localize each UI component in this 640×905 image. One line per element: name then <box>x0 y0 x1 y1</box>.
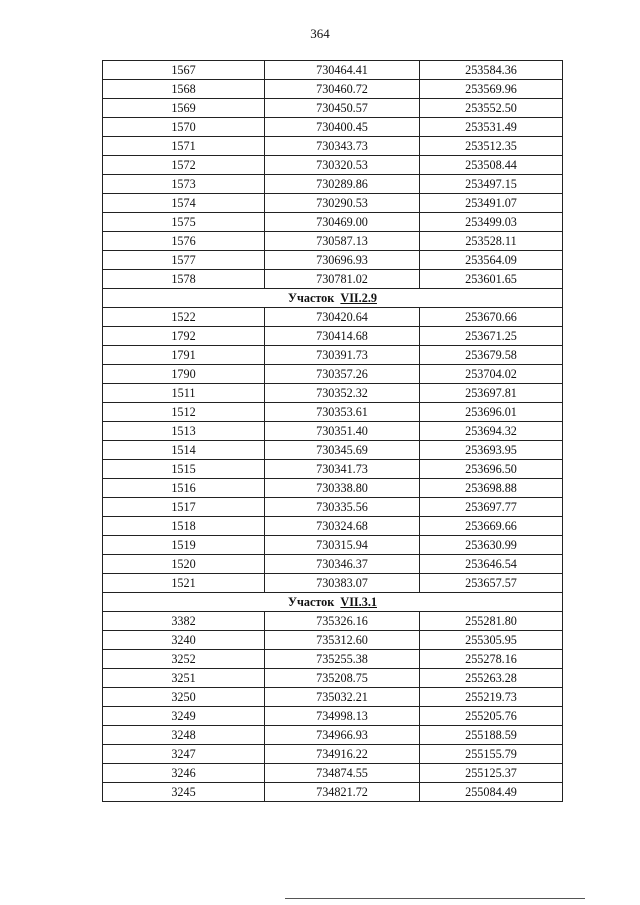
y-coordinate-cell: 253552.50 <box>420 99 563 118</box>
y-coordinate-cell: 255125.37 <box>420 764 563 783</box>
x-coordinate-cell: 730391.73 <box>265 346 420 365</box>
x-coordinate-cell: 730351.40 <box>265 422 420 441</box>
y-coordinate-cell: 253499.03 <box>420 213 563 232</box>
table-row <box>103 764 563 783</box>
point-number-cell: 1568 <box>103 80 265 99</box>
table-row <box>103 783 563 802</box>
x-coordinate-cell: 730420.64 <box>265 308 420 327</box>
y-coordinate-cell: 253698.88 <box>420 479 563 498</box>
y-coordinate-cell: 253564.09 <box>420 251 563 270</box>
table-row <box>103 118 563 137</box>
x-coordinate-cell: 730469.00 <box>265 213 420 232</box>
point-number-cell: 3252 <box>103 650 265 669</box>
point-number-cell: 1511 <box>103 384 265 403</box>
table-row <box>103 479 563 498</box>
x-coordinate-cell: 730460.72 <box>265 80 420 99</box>
table-row <box>103 517 563 536</box>
x-coordinate-cell: 734821.72 <box>265 783 420 802</box>
table-row <box>103 422 563 441</box>
y-coordinate-cell: 253569.96 <box>420 80 563 99</box>
point-number-cell: 3240 <box>103 631 265 650</box>
section-prefix: Участок <box>288 291 335 305</box>
y-coordinate-cell: 253531.49 <box>420 118 563 137</box>
table-row <box>103 574 563 593</box>
y-coordinate-cell: 253696.50 <box>420 460 563 479</box>
section-code: VII.3.1 <box>340 595 377 609</box>
x-coordinate-cell: 730352.32 <box>265 384 420 403</box>
x-coordinate-cell: 730450.57 <box>265 99 420 118</box>
point-number-cell: 1518 <box>103 517 265 536</box>
section-header-row <box>103 593 563 612</box>
table-row <box>103 536 563 555</box>
point-number-cell: 3251 <box>103 669 265 688</box>
point-number-cell: 3248 <box>103 726 265 745</box>
section-header-row <box>103 289 563 308</box>
y-coordinate-cell: 253584.36 <box>420 61 563 80</box>
point-number-cell: 3382 <box>103 612 265 631</box>
x-coordinate-cell: 735312.60 <box>265 631 420 650</box>
table-row <box>103 745 563 764</box>
y-coordinate-cell: 253646.54 <box>420 555 563 574</box>
y-coordinate-cell: 255084.49 <box>420 783 563 802</box>
point-number-cell: 1572 <box>103 156 265 175</box>
point-number-cell: 1512 <box>103 403 265 422</box>
table-row <box>103 631 563 650</box>
point-number-cell: 1567 <box>103 61 265 80</box>
x-coordinate-cell: 730320.53 <box>265 156 420 175</box>
x-coordinate-cell: 730335.56 <box>265 498 420 517</box>
table-row <box>103 251 563 270</box>
y-coordinate-cell: 255263.28 <box>420 669 563 688</box>
point-number-cell: 1569 <box>103 99 265 118</box>
x-coordinate-cell: 730346.37 <box>265 555 420 574</box>
point-number-cell: 1513 <box>103 422 265 441</box>
y-coordinate-cell: 253670.66 <box>420 308 563 327</box>
x-coordinate-cell: 730343.73 <box>265 137 420 156</box>
x-coordinate-cell: 730345.69 <box>265 441 420 460</box>
x-coordinate-cell: 730289.86 <box>265 175 420 194</box>
table-row <box>103 726 563 745</box>
x-coordinate-cell: 730781.02 <box>265 270 420 289</box>
x-coordinate-cell: 734916.22 <box>265 745 420 764</box>
y-coordinate-cell: 253512.35 <box>420 137 563 156</box>
table-row <box>103 498 563 517</box>
table-row <box>103 365 563 384</box>
point-number-cell: 3250 <box>103 688 265 707</box>
point-number-cell: 1515 <box>103 460 265 479</box>
x-coordinate-cell: 730383.07 <box>265 574 420 593</box>
y-coordinate-cell: 253697.81 <box>420 384 563 403</box>
y-coordinate-cell: 253694.32 <box>420 422 563 441</box>
table-row <box>103 194 563 213</box>
x-coordinate-cell: 730357.26 <box>265 365 420 384</box>
y-coordinate-cell: 255205.76 <box>420 707 563 726</box>
x-coordinate-cell: 734966.93 <box>265 726 420 745</box>
page-number: 364 <box>310 26 330 41</box>
point-number-cell: 1514 <box>103 441 265 460</box>
table-row <box>103 175 563 194</box>
x-coordinate-cell: 730464.41 <box>265 61 420 80</box>
point-number-cell: 1520 <box>103 555 265 574</box>
x-coordinate-cell: 730353.61 <box>265 403 420 422</box>
point-number-cell: 1517 <box>103 498 265 517</box>
x-coordinate-cell: 730341.73 <box>265 460 420 479</box>
table-row <box>103 327 563 346</box>
x-coordinate-cell: 730414.68 <box>265 327 420 346</box>
y-coordinate-cell: 253697.77 <box>420 498 563 517</box>
y-coordinate-cell: 253528.11 <box>420 232 563 251</box>
y-coordinate-cell: 253508.44 <box>420 156 563 175</box>
table-row <box>103 137 563 156</box>
point-number-cell: 1570 <box>103 118 265 137</box>
table-row <box>103 669 563 688</box>
section-header-cell <box>103 593 563 612</box>
point-number-cell: 1790 <box>103 365 265 384</box>
point-number-cell: 1575 <box>103 213 265 232</box>
page-bottom-rule <box>285 898 585 899</box>
table-row <box>103 650 563 669</box>
point-number-cell: 1576 <box>103 232 265 251</box>
point-number-cell: 1578 <box>103 270 265 289</box>
table-row <box>103 270 563 289</box>
y-coordinate-cell: 255219.73 <box>420 688 563 707</box>
point-number-cell: 1573 <box>103 175 265 194</box>
table-row <box>103 384 563 403</box>
x-coordinate-cell: 735032.21 <box>265 688 420 707</box>
table-row <box>103 156 563 175</box>
table-row <box>103 308 563 327</box>
table-row <box>103 707 563 726</box>
point-number-cell: 1792 <box>103 327 265 346</box>
y-coordinate-cell: 253630.99 <box>420 536 563 555</box>
y-coordinate-cell: 253679.58 <box>420 346 563 365</box>
coordinates-table <box>102 60 563 802</box>
table-row <box>103 403 563 422</box>
table-row <box>103 612 563 631</box>
point-number-cell: 1574 <box>103 194 265 213</box>
x-coordinate-cell: 730696.93 <box>265 251 420 270</box>
coordinates-table-container <box>102 60 562 802</box>
x-coordinate-cell: 730315.94 <box>265 536 420 555</box>
point-number-cell: 3245 <box>103 783 265 802</box>
table-row <box>103 346 563 365</box>
y-coordinate-cell: 253696.01 <box>420 403 563 422</box>
y-coordinate-cell: 253693.95 <box>420 441 563 460</box>
table-row <box>103 232 563 251</box>
y-coordinate-cell: 253671.25 <box>420 327 563 346</box>
point-number-cell: 1521 <box>103 574 265 593</box>
y-coordinate-cell: 255305.95 <box>420 631 563 650</box>
point-number-cell: 3246 <box>103 764 265 783</box>
table-row <box>103 688 563 707</box>
x-coordinate-cell: 735255.38 <box>265 650 420 669</box>
point-number-cell: 1519 <box>103 536 265 555</box>
y-coordinate-cell: 253669.66 <box>420 517 563 536</box>
y-coordinate-cell: 253497.15 <box>420 175 563 194</box>
table-row <box>103 555 563 574</box>
x-coordinate-cell: 730324.68 <box>265 517 420 536</box>
y-coordinate-cell: 255278.16 <box>420 650 563 669</box>
point-number-cell: 1791 <box>103 346 265 365</box>
x-coordinate-cell: 734998.13 <box>265 707 420 726</box>
y-coordinate-cell: 255155.79 <box>420 745 563 764</box>
section-header-cell <box>103 289 563 308</box>
point-number-cell: 3247 <box>103 745 265 764</box>
x-coordinate-cell: 734874.55 <box>265 764 420 783</box>
x-coordinate-cell: 735326.16 <box>265 612 420 631</box>
x-coordinate-cell: 730400.45 <box>265 118 420 137</box>
y-coordinate-cell: 255188.59 <box>420 726 563 745</box>
section-prefix: Участок <box>288 595 335 609</box>
y-coordinate-cell: 253601.65 <box>420 270 563 289</box>
point-number-cell: 1516 <box>103 479 265 498</box>
point-number-cell: 1571 <box>103 137 265 156</box>
x-coordinate-cell: 735208.75 <box>265 669 420 688</box>
table-row <box>103 61 563 80</box>
table-row <box>103 80 563 99</box>
coordinates-table-body <box>103 61 563 802</box>
table-row <box>103 213 563 232</box>
x-coordinate-cell: 730290.53 <box>265 194 420 213</box>
y-coordinate-cell: 255281.80 <box>420 612 563 631</box>
table-row <box>103 99 563 118</box>
point-number-cell: 1522 <box>103 308 265 327</box>
point-number-cell: 3249 <box>103 707 265 726</box>
x-coordinate-cell: 730338.80 <box>265 479 420 498</box>
point-number-cell: 1577 <box>103 251 265 270</box>
x-coordinate-cell: 730587.13 <box>265 232 420 251</box>
table-row <box>103 441 563 460</box>
y-coordinate-cell: 253704.02 <box>420 365 563 384</box>
table-row <box>103 460 563 479</box>
section-code: VII.2.9 <box>340 291 377 305</box>
y-coordinate-cell: 253491.07 <box>420 194 563 213</box>
y-coordinate-cell: 253657.57 <box>420 574 563 593</box>
